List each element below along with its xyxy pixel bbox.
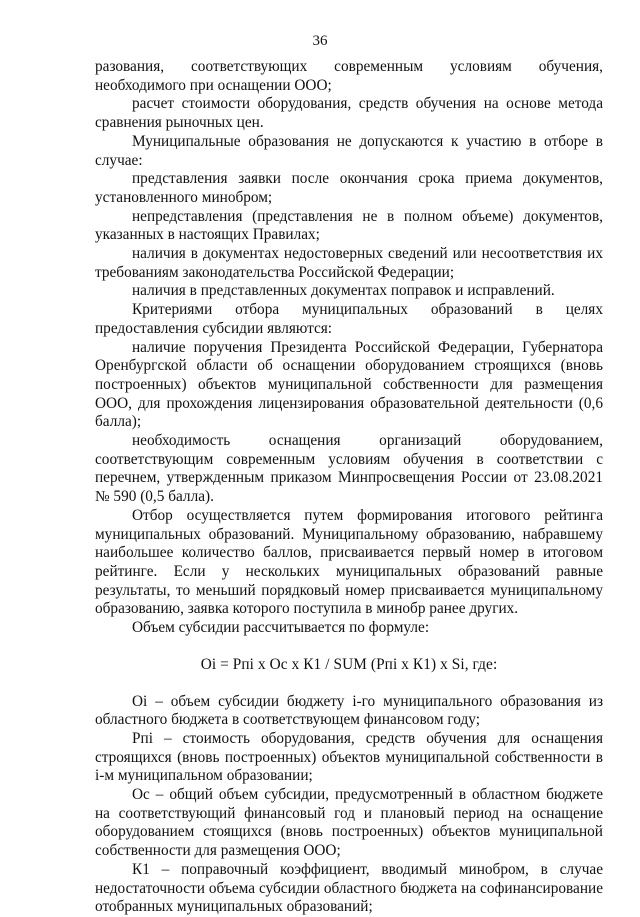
page-number: 36 — [312, 33, 328, 49]
paragraph: представления заявки после окончания срока приема документов, установленного минобром; — [95, 170, 603, 206]
paragraph: разования, соответствующих современным условиям обучения, необходимого при оснащении ООО; — [95, 58, 603, 94]
paragraph: необходимость оснащения организаций оборудованием, соответствующим современным условиям обучения в соответствии с перечнем, утвержденным приказом Минпросвещения России от 23.08.2021 № 590 (0,5 балла). — [95, 432, 603, 506]
document-body — [95, 58, 603, 917]
definition-os: Ос – общий объем субсидии, предусмотренный в областном бюджете на соответствующий финансовый год и плановый период на оснащение оборудованием стоящихся (вновь построенных) объектов муниципальной собственности для размещения ООО; — [95, 786, 603, 860]
paragraph: наличия в представленных документах поправок и исправлений. — [132, 282, 555, 300]
paragraph: Отбор осуществляется путем формирования итогового рейтинга муниципальных образований. Муниципальному образованию, набравшему наибольшее количество баллов, присваивается первый номер в итоговом рейтинге. Если у нескольких муниципальных образований равные результаты, то меньший порядковый номер присваивается муниципальному образованию, заявка которого поступила в минобр ранее других. — [95, 506, 603, 618]
definition-oi: Oi – объем субсидии бюджету i-го муниципального образования из областного бюджета в соответствующем финансовом году; — [95, 692, 603, 729]
paragraph: Объем субсидии рассчитывается по формуле: — [132, 619, 430, 637]
paragraph: наличия в документах недостоверных сведений или несоответствия их требованиям законодательства Российской Федерации; — [95, 245, 603, 281]
paragraph: Муниципальные образования не допускаются к участию в отборе в случае: — [95, 132, 603, 169]
definition-rpi: Рпi – стоимость оборудования, средств обучения для оснащения строящихся (вновь построенных) объектов муниципальной собственности в i-м муниципальном образовании; — [95, 729, 603, 785]
paragraph: непредставления (представления не в полном объеме) документов, указанных в настоящих Правилах; — [95, 207, 603, 244]
definition-k1: К1 – поправочный коэффициент, вводимый минобром, в случае недостаточности объема субсидии областного бюджета на софинансирование отобранных муниципальных образований; — [95, 860, 603, 916]
paragraph: Критериями отбора муниципальных образований в целях предоставления субсидии являются: — [95, 301, 603, 337]
paragraph: наличие поручения Президента Российской Федерации, Губернатора Оренбургской области об оснащении оборудованием строящихся (вновь построенных) объектов муниципальной собственности для размещения ООО, для прохождения лицензирования образовательной деятельности (0,6 балла); — [95, 338, 603, 431]
paragraph: расчет стоимости оборудования, средств обучения на основе метода сравнения рыночных цен. — [95, 95, 603, 132]
subsidy-formula: Oi = Рпi х Ос х К1 / SUM (Рпi х К1) х Si, где: — [200, 655, 498, 673]
